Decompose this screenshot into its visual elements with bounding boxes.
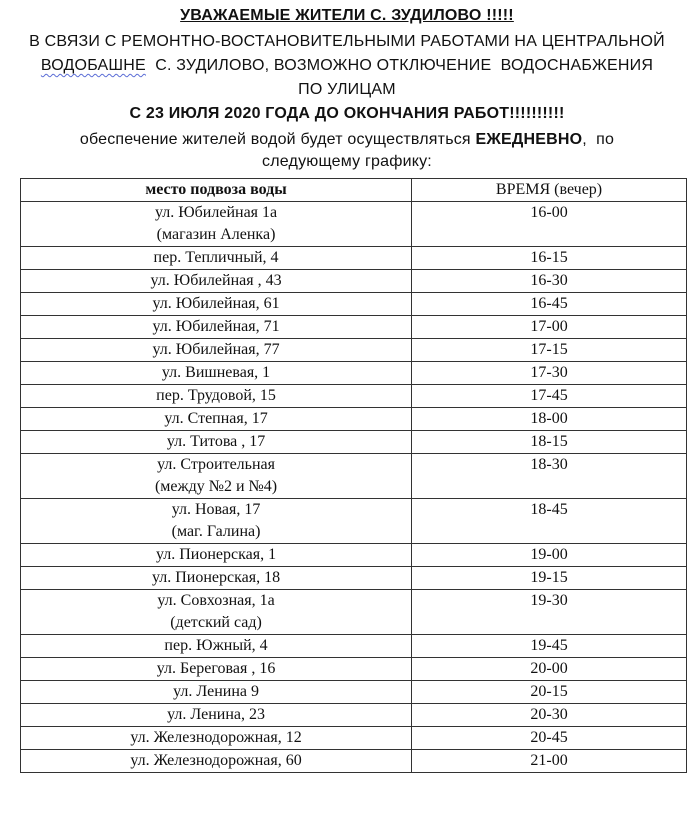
row-time: 17-15 bbox=[412, 339, 687, 362]
table-row bbox=[21, 750, 687, 773]
row-place-cell bbox=[21, 704, 412, 727]
row-time: 19-30 bbox=[412, 590, 687, 635]
row-time: 16-00 bbox=[412, 202, 687, 247]
row-place: ул. Юбилейная, 77 bbox=[152, 341, 280, 358]
row-time: 19-15 bbox=[412, 567, 687, 590]
supply-prefix: обеспечение жителей водой будет осуществляться bbox=[79, 131, 476, 148]
row-place: ул. Береговая , 16 bbox=[156, 660, 276, 677]
table-row bbox=[21, 316, 687, 339]
header-time: ВРЕМЯ (вечер) bbox=[412, 179, 687, 202]
notice-supply-line bbox=[0, 130, 694, 150]
table-row bbox=[21, 658, 687, 681]
row-place: ул. Титова , 17 bbox=[166, 433, 266, 450]
row-place-cell bbox=[21, 431, 412, 454]
supply-suffix: , по bbox=[582, 131, 615, 148]
row-place-cell bbox=[21, 499, 412, 544]
row-place-cell bbox=[21, 658, 412, 681]
row-place-cell bbox=[21, 454, 412, 499]
row-place: ул. Юбилейная, 71 bbox=[152, 318, 280, 335]
row-place: ул. Юбилейная , 43 bbox=[150, 272, 282, 289]
row-place: ул. Юбилейная 1а bbox=[154, 204, 278, 221]
row-place: ул. Пионерская, 18 bbox=[151, 569, 281, 586]
table-row bbox=[21, 385, 687, 408]
row-place-cell bbox=[21, 385, 412, 408]
row-time: 18-30 bbox=[412, 454, 687, 499]
row-time: 18-15 bbox=[412, 431, 687, 454]
row-place: ул. Степная, 17 bbox=[164, 410, 268, 427]
row-time: 20-30 bbox=[412, 704, 687, 727]
notice-line-2-word: ВОДОБАШНЕ bbox=[40, 57, 146, 74]
notice-title-text: УВАЖАЕМЫЕ ЖИТЕЛИ С. ЗУДИЛОВО !!!!! bbox=[180, 7, 514, 24]
row-time: 17-30 bbox=[412, 362, 687, 385]
row-time: 17-45 bbox=[412, 385, 687, 408]
row-place: ул. Строительная bbox=[157, 456, 275, 473]
row-time: 20-45 bbox=[412, 727, 687, 750]
supply-bold: ЕЖЕДНЕВНО bbox=[475, 131, 583, 148]
row-time: 18-00 bbox=[412, 408, 687, 431]
row-place: пер. Южный, 4 bbox=[164, 637, 268, 654]
row-time: 16-45 bbox=[412, 293, 687, 316]
row-place-cell bbox=[21, 362, 412, 385]
row-place: пер. Тепличный, 4 bbox=[153, 249, 279, 266]
row-place-cell bbox=[21, 681, 412, 704]
row-place-cell bbox=[21, 247, 412, 270]
table-row bbox=[21, 635, 687, 658]
table-header-row bbox=[21, 179, 687, 202]
row-place-cell bbox=[21, 635, 412, 658]
table-row bbox=[21, 567, 687, 590]
row-place: ул. Ленина 9 bbox=[173, 683, 259, 700]
row-place: ул. Вишневая, 1 bbox=[161, 364, 271, 381]
table-row bbox=[21, 454, 687, 499]
table-row bbox=[21, 431, 687, 454]
table-row bbox=[21, 293, 687, 316]
row-place-cell bbox=[21, 544, 412, 567]
row-time: 21-00 bbox=[412, 750, 687, 773]
row-place: ул. Юбилейная, 61 bbox=[152, 295, 280, 312]
row-time: 16-15 bbox=[412, 247, 687, 270]
row-time: 18-45 bbox=[412, 499, 687, 544]
table-row bbox=[21, 270, 687, 293]
row-place: ул. Железнодорожная, 60 bbox=[130, 752, 302, 769]
row-place: ул. Совхозная, 1а bbox=[157, 592, 275, 609]
notice-date-line: С 23 ИЮЛЯ 2020 ГОДА ДО ОКОНЧАНИЯ РАБОТ!!!!!!!!!! bbox=[129, 105, 565, 122]
row-place: ул. Железнодорожная, 12 bbox=[130, 729, 302, 746]
row-place-note: (между №2 и №4) bbox=[154, 478, 278, 495]
row-time: 19-45 bbox=[412, 635, 687, 658]
table-row bbox=[21, 544, 687, 567]
row-time: 20-00 bbox=[412, 658, 687, 681]
notice-line-2 bbox=[0, 56, 694, 76]
table-row bbox=[21, 681, 687, 704]
row-time: 19-00 bbox=[412, 544, 687, 567]
row-place-cell bbox=[21, 408, 412, 431]
row-time: 17-00 bbox=[412, 316, 687, 339]
row-place: ул. Ленина, 23 bbox=[167, 706, 265, 723]
row-place: ул. Новая, 17 bbox=[171, 501, 261, 518]
row-place-note: (магазин Аленка) bbox=[156, 226, 276, 243]
notice-line-3: ПО УЛИЦАМ bbox=[298, 81, 396, 98]
row-place-cell bbox=[21, 750, 412, 773]
row-time: 16-30 bbox=[412, 270, 687, 293]
row-place-cell bbox=[21, 727, 412, 750]
header-place: место подвоза воды bbox=[21, 179, 412, 202]
table-row bbox=[21, 408, 687, 431]
row-place-cell bbox=[21, 293, 412, 316]
table-row bbox=[21, 362, 687, 385]
row-place-note: (детский сад) bbox=[170, 614, 262, 631]
table-row bbox=[21, 499, 687, 544]
table-row bbox=[21, 727, 687, 750]
row-place-cell bbox=[21, 270, 412, 293]
row-place-cell bbox=[21, 316, 412, 339]
table-row bbox=[21, 339, 687, 362]
notice-title bbox=[0, 6, 694, 26]
notice-line-2-rest: С. ЗУДИЛОВО, ВОЗМОЖНО ОТКЛЮЧЕНИЕ ВОДОСНАБЖЕНИЯ bbox=[145, 57, 654, 74]
schedule-table bbox=[20, 178, 687, 773]
row-place-cell bbox=[21, 590, 412, 635]
notice-line-1: В СВЯЗИ С РЕМОНТНО-ВОСТАНОВИТЕЛЬНЫМИ РАБОТАМИ НА ЦЕНТРАЛЬНОЙ bbox=[29, 33, 665, 50]
row-place-note: (маг. Галина) bbox=[171, 523, 261, 540]
row-place-cell bbox=[21, 567, 412, 590]
schedule-body bbox=[21, 202, 687, 773]
row-place: ул. Пионерская, 1 bbox=[155, 546, 277, 563]
row-place-cell bbox=[21, 202, 412, 247]
row-place-cell bbox=[21, 339, 412, 362]
table-row bbox=[21, 202, 687, 247]
notice-schedule-line: следующему графику: bbox=[262, 153, 432, 170]
row-place: пер. Трудовой, 15 bbox=[156, 387, 276, 404]
table-row bbox=[21, 704, 687, 727]
table-row bbox=[21, 590, 687, 635]
row-time: 20-15 bbox=[412, 681, 687, 704]
table-row bbox=[21, 247, 687, 270]
